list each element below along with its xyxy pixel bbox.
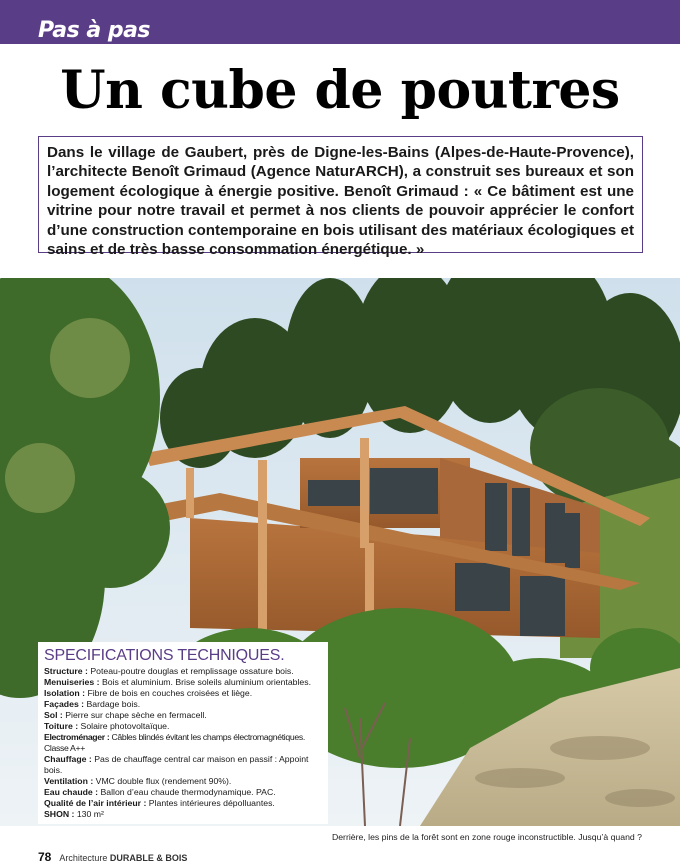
magazine-name: DURABLE & BOIS (109, 853, 188, 863)
spec-eau-chaude: Eau chaude : Ballon d’eau chaude thermodynamique. PAC. (44, 787, 276, 797)
spec-menuiseries: Menuiseries : Bois et aluminium. Brise soleils aluminium orientables. (44, 677, 312, 687)
spec-facades: Façades : Bardage bois. (44, 699, 141, 709)
spec-qualite-air: Qualité de l’air intérieur : Plantes intérieures dépolluantes. (44, 798, 275, 808)
article-title: Un cube de poutres (60, 60, 620, 121)
spec-shon: SHON : 130 m² (44, 809, 104, 819)
page-footer (38, 850, 187, 864)
magazine-prefix: Architecture (59, 853, 110, 863)
page-number: 78 (38, 850, 52, 864)
specs-title: SPECIFICATIONS TECHNIQUES. (44, 647, 285, 664)
technical-specifications (38, 642, 328, 824)
article-intro: Dans le village de Gaubert, près de Digne-les-Bains (Alpes-de-Haute-Provence), l’architecte Benoît Grimaud (Agence NaturARCH), a construit ses bureaux et son logement écologique à énergie positive. Benoît Grimaud : « Ce bâtiment est une vitrine pour notre travail et permet à nos clients de pouvoir apprécier le confort d’une construction contemporaine en bois utilisant des matériaux écologiques et sains et de très basse consommation énergétique. » (38, 136, 643, 253)
spec-chauffage: Chauffage : Pas de chauffage central car maison en passif : Appoint bois. (44, 754, 309, 775)
spec-sol: Sol : Pierre sur chape sèche en fermacell. (44, 710, 207, 720)
photo-caption: Derrière, les pins de la forêt sont en zone rouge inconstructible. Jusqu’à quand ? (331, 832, 642, 842)
spec-isolation: Isolation : Fibre de bois en couches croisées et liège. (44, 688, 253, 698)
spec-structure: Structure : Poteau-poutre douglas et remplissage ossature bois. (44, 666, 294, 676)
spec-electromenager: Electroménager : Câbles blindés évitant les champs électromagnétiques. Classe A++ (44, 732, 305, 753)
section-tag: Pas à pas (38, 18, 151, 43)
spec-toiture: Toiture : Solaire photovoltaïque. (44, 721, 170, 731)
spec-ventilation: Ventilation : VMC double flux (rendement 90%). (44, 776, 232, 786)
